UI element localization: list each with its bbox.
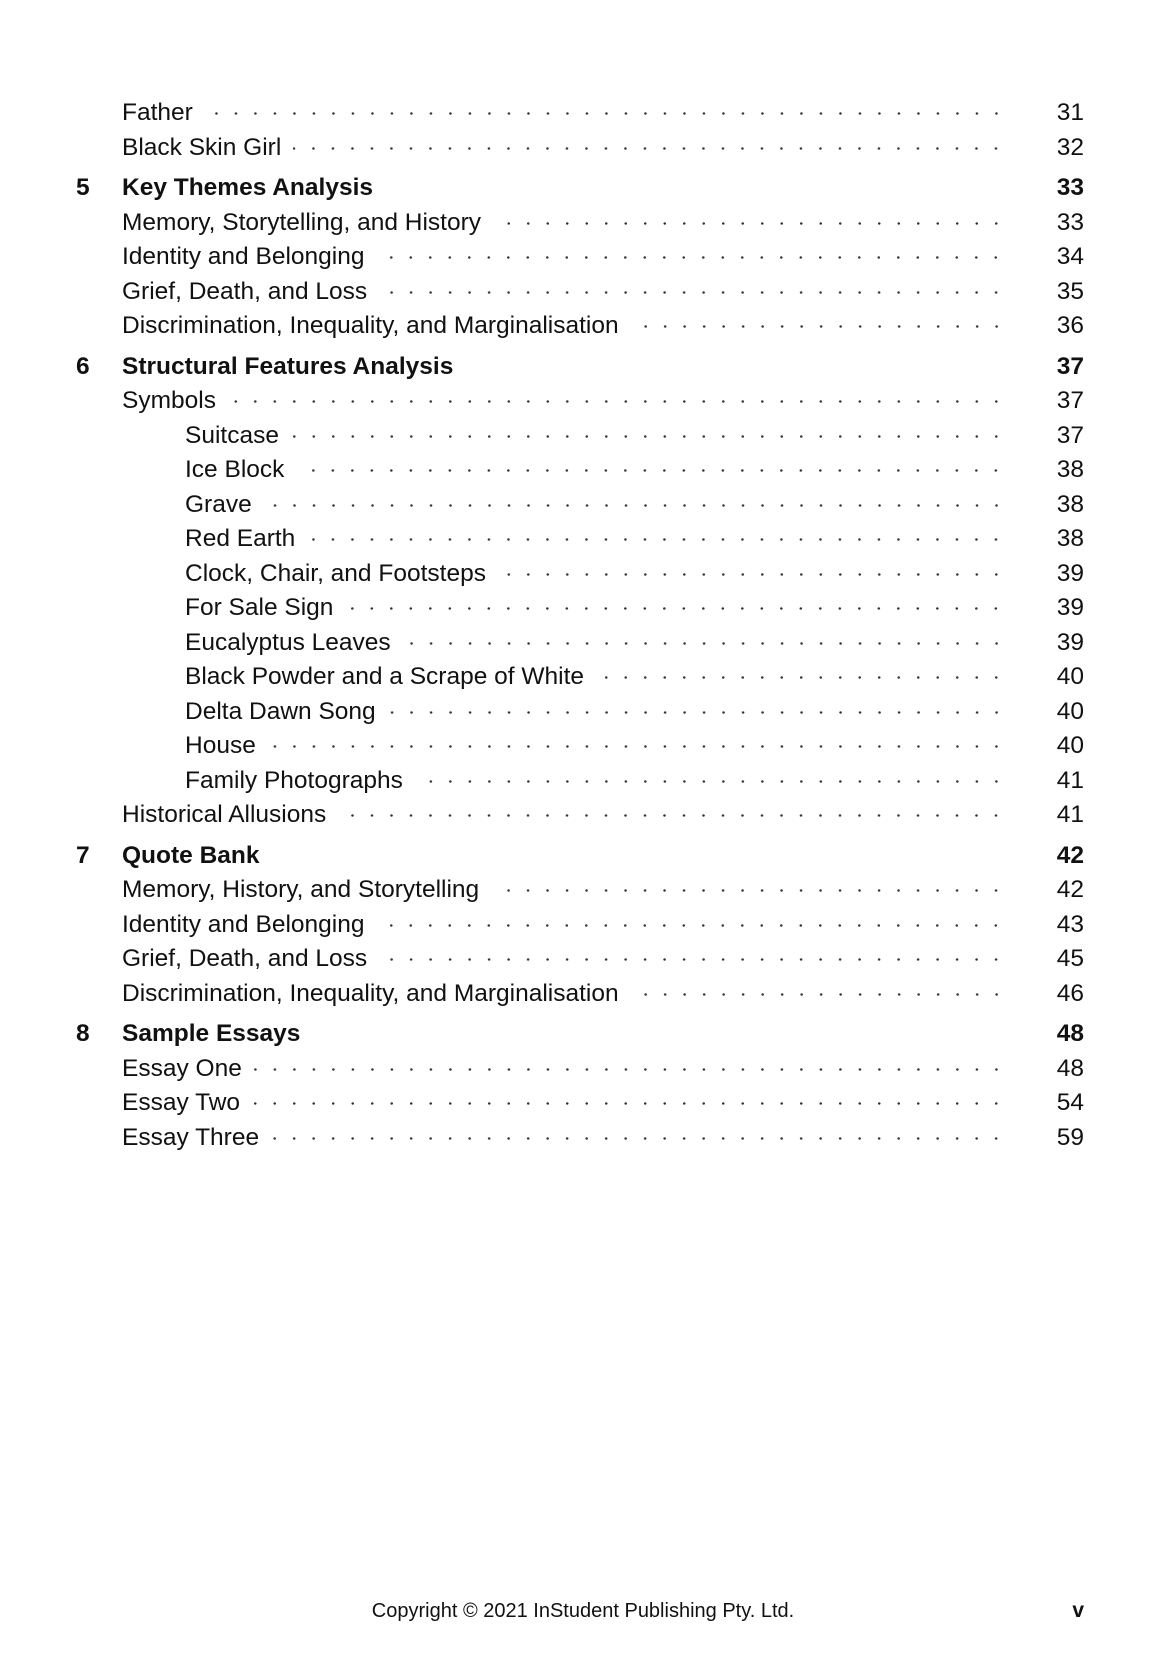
dot-leader: [491, 889, 1006, 892]
chapter-number: 8: [76, 1020, 90, 1047]
page-ref: 48: [1056, 1020, 1084, 1047]
chapter-title: Quote Bank: [122, 839, 272, 874]
page-ref: 37: [1056, 387, 1084, 414]
copyright-notice: Copyright © 2021 InStudent Publishing Pty. Ltd.: [371, 1600, 795, 1622]
toc-entry-row[interactable]: [0, 557, 1166, 592]
page-ref: 40: [1056, 697, 1084, 725]
toc-entry-row[interactable]: [0, 488, 1166, 523]
dot-leader: [338, 814, 1006, 817]
toc-entry-row[interactable]: [0, 942, 1166, 977]
entry-title: Clock, Chair, and Footsteps: [185, 557, 498, 592]
dot-leader: [228, 400, 1006, 403]
table-of-contents: [0, 96, 1166, 1155]
dot-leader: [379, 958, 1006, 961]
entry-title: Symbols: [122, 384, 228, 419]
page-ref: 54: [1056, 1089, 1084, 1116]
dot-leader: [271, 1137, 1006, 1140]
toc-entry-row[interactable]: [0, 96, 1166, 131]
page-ref: 42: [1056, 841, 1084, 869]
toc-entry-row[interactable]: [0, 206, 1166, 241]
dot-leader: [388, 711, 1006, 714]
dot-leader: [376, 924, 1006, 927]
entry-title: Red Earth: [185, 522, 307, 557]
entry-title: Family Photographs: [185, 764, 415, 799]
toc-entry-row[interactable]: [0, 729, 1166, 764]
entry-title: Historical Allusions: [122, 798, 338, 833]
entry-title: Delta Dawn Song: [185, 695, 388, 730]
page-ref: 40: [1056, 732, 1084, 759]
toc-entry-row[interactable]: [0, 1121, 1166, 1156]
page-ref: 48: [1056, 1054, 1084, 1082]
page-ref: 33: [1056, 174, 1084, 201]
entry-title: Essay Three: [122, 1121, 271, 1156]
entry-title: Discrimination, Inequality, and Marginalisation: [122, 977, 631, 1012]
entry-title: House: [185, 729, 268, 764]
toc-entry-row[interactable]: [0, 131, 1166, 166]
entry-title: Essay Two: [122, 1086, 252, 1121]
toc-chapter-row[interactable]: [0, 350, 1166, 385]
dot-leader: [631, 993, 1006, 996]
toc-entry-row[interactable]: [0, 660, 1166, 695]
page-ref: 37: [1056, 421, 1084, 449]
toc-entry-row[interactable]: [0, 908, 1166, 943]
toc-entry-row[interactable]: [0, 309, 1166, 344]
page-ref: 32: [1056, 133, 1084, 161]
toc-chapter-row[interactable]: [0, 1017, 1166, 1052]
entry-title: Identity and Belonging: [122, 240, 376, 275]
page-ref: 45: [1056, 945, 1084, 972]
dot-leader: [403, 642, 1006, 645]
page-ref: 35: [1056, 277, 1084, 305]
dot-leader: [293, 147, 1006, 150]
page-ref: 59: [1056, 1123, 1084, 1151]
entry-title: Discrimination, Inequality, and Marginalisation: [122, 309, 631, 344]
chapter-number: 6: [76, 352, 90, 380]
dot-leader: [296, 469, 1006, 472]
page-ref: 41: [1056, 801, 1084, 828]
dot-leader: [205, 112, 1006, 115]
entry-title: Father: [122, 96, 205, 131]
chapter-number: 7: [76, 841, 90, 869]
page-ref: 34: [1056, 243, 1084, 270]
toc-entry-row[interactable]: [0, 240, 1166, 275]
toc-entry-row[interactable]: [0, 873, 1166, 908]
entry-title: Grief, Death, and Loss: [122, 942, 379, 977]
entry-title: Suitcase: [185, 419, 291, 454]
dot-leader: [345, 607, 1006, 610]
dot-leader: [252, 1102, 1006, 1105]
entry-title: For Sale Sign: [185, 591, 345, 626]
dot-leader: [415, 780, 1006, 783]
entry-title: Grave: [185, 488, 264, 523]
entry-title: Memory, History, and Storytelling: [122, 873, 491, 908]
page-ref: 31: [1056, 99, 1084, 126]
toc-chapter-row[interactable]: [0, 839, 1166, 874]
dot-leader: [307, 538, 1006, 541]
entry-title: Ice Block: [185, 453, 296, 488]
page-ref: 46: [1056, 979, 1084, 1007]
page-ref: 41: [1056, 766, 1084, 794]
toc-chapter-row[interactable]: [0, 171, 1166, 206]
dot-leader: [254, 1068, 1006, 1071]
page-ref: 43: [1056, 910, 1084, 938]
dot-leader: [493, 222, 1006, 225]
dot-leader: [596, 676, 1006, 679]
dot-leader: [268, 745, 1006, 748]
chapter-title: Structural Features Analysis: [122, 350, 465, 385]
toc-entry-row[interactable]: [0, 798, 1166, 833]
toc-entry-row[interactable]: [0, 275, 1166, 310]
toc-entry-row[interactable]: [0, 419, 1166, 454]
toc-entry-row[interactable]: [0, 626, 1166, 661]
toc-entry-row[interactable]: [0, 453, 1166, 488]
page-ref: 38: [1056, 456, 1084, 483]
dot-leader: [379, 291, 1006, 294]
page-footer: [0, 1596, 1166, 1626]
chapter-number: 5: [76, 174, 90, 201]
entry-title: Memory, Storytelling, and History: [122, 206, 493, 241]
dot-leader: [376, 256, 1006, 259]
entry-title: Eucalyptus Leaves: [185, 626, 403, 661]
page-ref: 33: [1056, 208, 1084, 236]
toc-entry-row[interactable]: [0, 1086, 1166, 1121]
toc-entry-row[interactable]: [0, 977, 1166, 1012]
dot-leader: [631, 325, 1006, 328]
toc-entry-row[interactable]: [0, 695, 1166, 730]
entry-title: Grief, Death, and Loss: [122, 275, 379, 310]
page-number: v: [1072, 1599, 1084, 1622]
dot-leader: [498, 573, 1006, 576]
toc-entry-row[interactable]: [0, 1052, 1166, 1087]
dot-leader: [291, 435, 1006, 438]
page-ref: 37: [1056, 352, 1084, 380]
entry-title: Black Skin Girl: [122, 131, 293, 166]
page-ref: 39: [1056, 594, 1084, 621]
entry-title: Black Powder and a Scrape of White: [185, 660, 596, 695]
toc-entry-row[interactable]: [0, 764, 1166, 799]
page-ref: 40: [1056, 663, 1084, 690]
page-ref: 38: [1056, 525, 1084, 552]
chapter-title: Sample Essays: [122, 1017, 312, 1052]
page-ref: 39: [1056, 628, 1084, 656]
page-ref: 38: [1056, 490, 1084, 518]
chapter-title: Key Themes Analysis: [122, 171, 385, 206]
entry-title: Essay One: [122, 1052, 254, 1087]
dot-leader: [264, 504, 1006, 507]
toc-entry-row[interactable]: [0, 591, 1166, 626]
entry-title: Identity and Belonging: [122, 908, 376, 943]
page-ref: 42: [1056, 876, 1084, 903]
page-ref: 39: [1056, 559, 1084, 587]
toc-entry-row[interactable]: [0, 522, 1166, 557]
page-ref: 36: [1056, 312, 1084, 339]
toc-entry-row[interactable]: [0, 384, 1166, 419]
